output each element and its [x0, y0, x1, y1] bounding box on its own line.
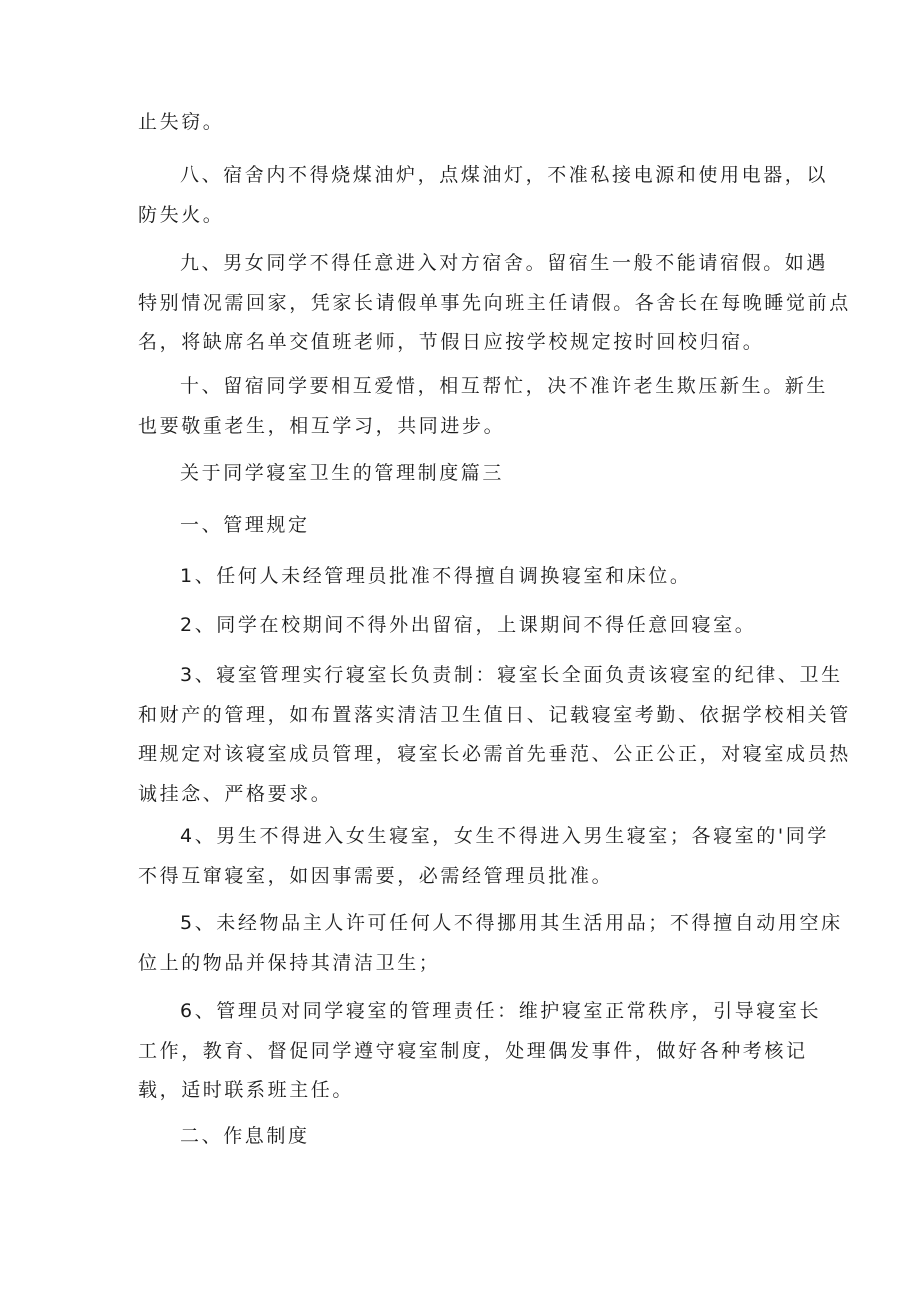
paragraph-item-5	[138, 904, 843, 983]
section-title	[138, 454, 798, 494]
paragraph-item-3	[138, 656, 851, 814]
text-line: 位上的物品并保持其清洁卫生；	[138, 951, 441, 974]
text-line: 5、未经物品主人许可任何人不得挪用其生活用品；不得擅自动用空床	[180, 912, 843, 934]
text-line: 名，将缺席名单交值班老师，节假日应按学校规定按时回校归宿。	[138, 331, 765, 353]
text-line: 也要敬重老生，相互学习，共同进步。	[138, 414, 506, 437]
section-title-text: 关于同学寝室卫生的管理制度篇三	[180, 462, 505, 484]
text-line: 特别情况需回家，凭家长请假单事先向班主任请假。各舍长在每晚睡觉前点	[138, 291, 851, 314]
text-line: 2、同学在校期间不得外出留宿，上课期间不得任意回寝室。	[180, 614, 757, 636]
paragraph-item-1	[138, 557, 798, 597]
text-line: 载，适时联系班主任。	[138, 1079, 355, 1101]
text-line: 八、宿舍内不得烧煤油炉，点煤油灯，不准私接电源和使用电器，以	[180, 164, 829, 186]
paragraph-item-4	[138, 817, 829, 896]
text-line: 十、留宿同学要相互爱惜，相互帮忙，决不准许老生欺压新生。新生	[180, 375, 829, 397]
text-line: 4、男生不得进入女生寝室，女生不得进入男生寝室；各寝室的'同学	[180, 825, 829, 847]
paragraph-rule-10	[138, 367, 829, 446]
heading-text: 二、作息制度	[180, 1125, 310, 1147]
heading-management-rules	[138, 506, 798, 546]
text-line: 理规定对该寝室成员管理，寝室长必需首先垂范、公正公正，对寝室成员热	[138, 743, 851, 765]
paragraph-item-6	[138, 992, 822, 1111]
text-line: 九、男女同学不得任意进入对方宿舍。留宿生一般不能请宿假。如遇	[180, 252, 829, 274]
heading-text: 一、管理规定	[180, 514, 310, 536]
heading-schedule-rules	[138, 1117, 798, 1157]
text-line: 和财产的管理，如布置落实清洁卫生值日、记载寝室考勤、依据学校相关管	[138, 703, 851, 726]
text-line: 止失窃。	[138, 111, 225, 133]
paragraph-continuation	[138, 103, 798, 143]
paragraph-rule-8	[138, 156, 829, 235]
text-line: 诚挂念、严格要求。	[138, 782, 333, 805]
text-line: 6、管理员对同学寝室的管理责任：维护寝室正常秩序，引导寝室长	[180, 1000, 822, 1022]
paragraph-rule-9	[138, 244, 851, 363]
text-line: 防失火。	[138, 203, 225, 226]
text-line: 工作，教育、督促同学遵守寝室制度，处理偶发事件，做好各种考核记	[138, 1039, 808, 1062]
paragraph-item-2	[138, 606, 798, 646]
text-line: 1、任何人未经管理员批准不得擅自调换寝室和床位。	[180, 565, 692, 587]
text-line: 不得互窜寝室，如因事需要，必需经管理员批准。	[138, 864, 614, 887]
text-line: 3、寝室管理实行寝室长负责制：寝室长全面负责该寝室的纪律、卫生	[180, 664, 843, 686]
